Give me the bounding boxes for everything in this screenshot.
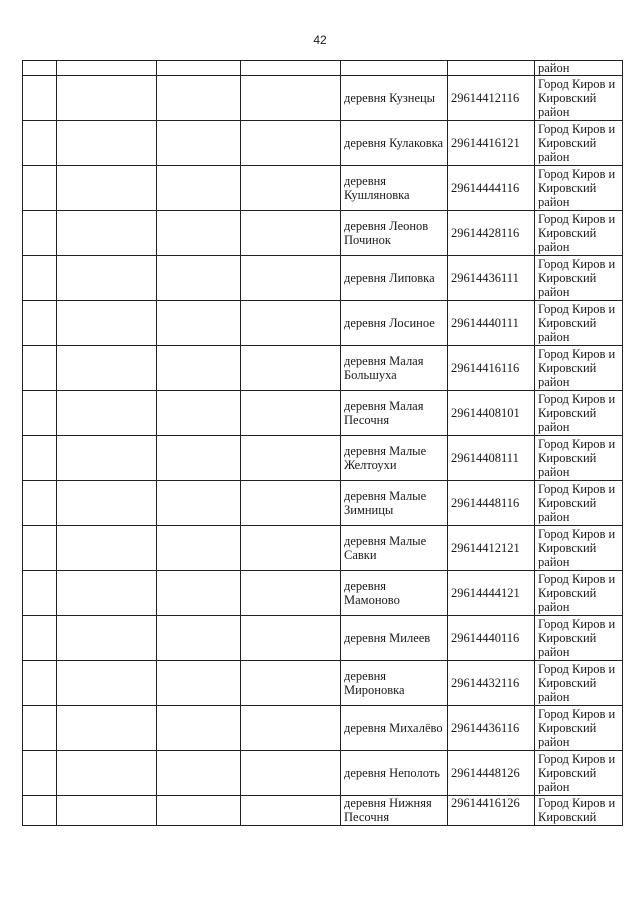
oktmo-code-cell: 29614440111 (448, 301, 535, 346)
oktmo-code-cell: 29614448116 (448, 481, 535, 526)
district-cell: Город Киров и Кировский район (535, 661, 623, 706)
settlement-name-cell: деревня Кузнецы (341, 76, 448, 121)
district-cell: Город Киров и Кировский район (535, 121, 623, 166)
district-cell: Город Киров и Кировский район (535, 436, 623, 481)
table-row (23, 661, 623, 706)
oktmo-code-cell: 29614444121 (448, 571, 535, 616)
table-cell (241, 706, 341, 751)
settlement-name-cell: деревня Милеев (341, 616, 448, 661)
table-cell (57, 616, 157, 661)
table-cell (57, 166, 157, 211)
district-cell: Город Киров и Кировский район (535, 751, 623, 796)
table-cell (241, 346, 341, 391)
table-cell (157, 481, 241, 526)
table-cell (23, 481, 57, 526)
table-cell (57, 301, 157, 346)
settlement-name-cell: деревня Мамоново (341, 571, 448, 616)
table-cell (23, 76, 57, 121)
table-cell (57, 61, 157, 76)
table-cell (57, 121, 157, 166)
oktmo-code-cell: 29614428116 (448, 211, 535, 256)
table-cell (157, 796, 241, 826)
table-cell (241, 211, 341, 256)
oktmo-code-cell: 29614412121 (448, 526, 535, 571)
table-row (23, 346, 623, 391)
table-cell (23, 121, 57, 166)
table-cell (157, 76, 241, 121)
table-cell (241, 616, 341, 661)
table-cell (23, 346, 57, 391)
oktmo-code-cell: 29614432116 (448, 661, 535, 706)
district-cell: Город Киров и Кировский район (535, 616, 623, 661)
table-cell (157, 391, 241, 436)
table-cell (23, 751, 57, 796)
table-cell (241, 166, 341, 211)
table-row (23, 751, 623, 796)
district-cell: Город Киров и Кировский (535, 796, 623, 826)
table-cell (23, 526, 57, 571)
table-cell (157, 706, 241, 751)
table-row (23, 706, 623, 751)
table-cell (57, 526, 157, 571)
settlement-name-cell: деревня Мироновка (341, 661, 448, 706)
oktmo-code-cell: 29614448126 (448, 751, 535, 796)
table-cell (157, 661, 241, 706)
table-cell (157, 526, 241, 571)
table-cell (23, 796, 57, 826)
settlement-name-cell: деревня Малые Желтоухи (341, 436, 448, 481)
table-cell (23, 661, 57, 706)
table-cell (23, 571, 57, 616)
table-row (23, 211, 623, 256)
table-cell (157, 346, 241, 391)
table-row (23, 166, 623, 211)
table-cell (241, 61, 341, 76)
table-row (23, 391, 623, 436)
table-cell (23, 706, 57, 751)
table-cell (241, 571, 341, 616)
table-row (23, 61, 623, 76)
table-cell (241, 256, 341, 301)
table-cell (57, 481, 157, 526)
table-cell (157, 121, 241, 166)
table-cell (57, 751, 157, 796)
table-cell (241, 391, 341, 436)
table-cell (57, 436, 157, 481)
oktmo-code-cell: 29614408111 (448, 436, 535, 481)
table-cell (57, 256, 157, 301)
table-cell (23, 391, 57, 436)
settlement-name-cell: деревня Липовка (341, 256, 448, 301)
settlement-name-cell: деревня Малая Большуха (341, 346, 448, 391)
settlement-name-cell: деревня Лосиное (341, 301, 448, 346)
table-cell (241, 121, 341, 166)
table-cell (23, 166, 57, 211)
table-cell (57, 706, 157, 751)
table-cell (57, 661, 157, 706)
district-cell: Город Киров и Кировский район (535, 481, 623, 526)
district-cell: Город Киров и Кировский район (535, 166, 623, 211)
table-cell (157, 436, 241, 481)
settlement-name-cell: деревня Кушляновка (341, 166, 448, 211)
table-cell (157, 166, 241, 211)
table-cell (57, 211, 157, 256)
table-row (23, 436, 623, 481)
table-cell (241, 301, 341, 346)
oktmo-code-cell: 29614436116 (448, 706, 535, 751)
oktmo-code-cell: 29614436111 (448, 256, 535, 301)
oktmo-code-cell: 29614416116 (448, 346, 535, 391)
table-cell (157, 571, 241, 616)
oktmo-code-cell: 29614412116 (448, 76, 535, 121)
district-cell: район (535, 61, 623, 76)
table-cell (241, 526, 341, 571)
table-cell (241, 661, 341, 706)
table-cell (157, 301, 241, 346)
oktmo-code-cell: 29614416121 (448, 121, 535, 166)
table-row (23, 571, 623, 616)
settlement-name-cell: деревня Малые Зимницы (341, 481, 448, 526)
oktmo-code-cell: 29614408101 (448, 391, 535, 436)
table-cell (23, 211, 57, 256)
district-cell: Город Киров и Кировский район (535, 526, 623, 571)
table-cell (341, 61, 448, 76)
oktmo-code-cell: 29614416126 (448, 796, 535, 826)
settlement-name-cell: деревня Неполоть (341, 751, 448, 796)
table-cell (23, 301, 57, 346)
district-cell: Город Киров и Кировский район (535, 211, 623, 256)
table-row (23, 526, 623, 571)
table-cell (57, 796, 157, 826)
table-row (23, 121, 623, 166)
table-row (23, 796, 623, 826)
district-cell: Город Киров и Кировский район (535, 301, 623, 346)
table-cell (23, 61, 57, 76)
table-row (23, 616, 623, 661)
table-cell (57, 571, 157, 616)
district-cell: Город Киров и Кировский район (535, 391, 623, 436)
table-cell (57, 391, 157, 436)
table-cell (241, 481, 341, 526)
district-cell: Город Киров и Кировский район (535, 76, 623, 121)
oktmo-code-cell: 29614444116 (448, 166, 535, 211)
table-cell (23, 616, 57, 661)
settlements-table (22, 60, 623, 826)
table-cell (241, 751, 341, 796)
table-row (23, 256, 623, 301)
table-cell (57, 346, 157, 391)
district-cell: Город Киров и Кировский район (535, 571, 623, 616)
table-cell (241, 76, 341, 121)
district-cell: Город Киров и Кировский район (535, 346, 623, 391)
page-number: 42 (313, 33, 327, 47)
table-cell (57, 76, 157, 121)
table-row (23, 76, 623, 121)
table-cell (157, 751, 241, 796)
table-cell (157, 256, 241, 301)
oktmo-code-cell: 29614440116 (448, 616, 535, 661)
table-row (23, 481, 623, 526)
settlement-name-cell: деревня Малые Савки (341, 526, 448, 571)
table-cell (157, 211, 241, 256)
district-cell: Город Киров и Кировский район (535, 256, 623, 301)
table-cell (157, 616, 241, 661)
table-row (23, 301, 623, 346)
table-cell (241, 796, 341, 826)
settlement-name-cell: деревня Малая Песочня (341, 391, 448, 436)
table-cell (448, 61, 535, 76)
table-cell (23, 436, 57, 481)
table-cell (23, 256, 57, 301)
table-cell (157, 61, 241, 76)
settlement-name-cell: деревня Нижняя Песочня (341, 796, 448, 826)
settlement-name-cell: деревня Леонов Починок (341, 211, 448, 256)
settlement-name-cell: деревня Михалёво (341, 706, 448, 751)
settlement-name-cell: деревня Кулаковка (341, 121, 448, 166)
district-cell: Город Киров и Кировский район (535, 706, 623, 751)
table-cell (241, 436, 341, 481)
